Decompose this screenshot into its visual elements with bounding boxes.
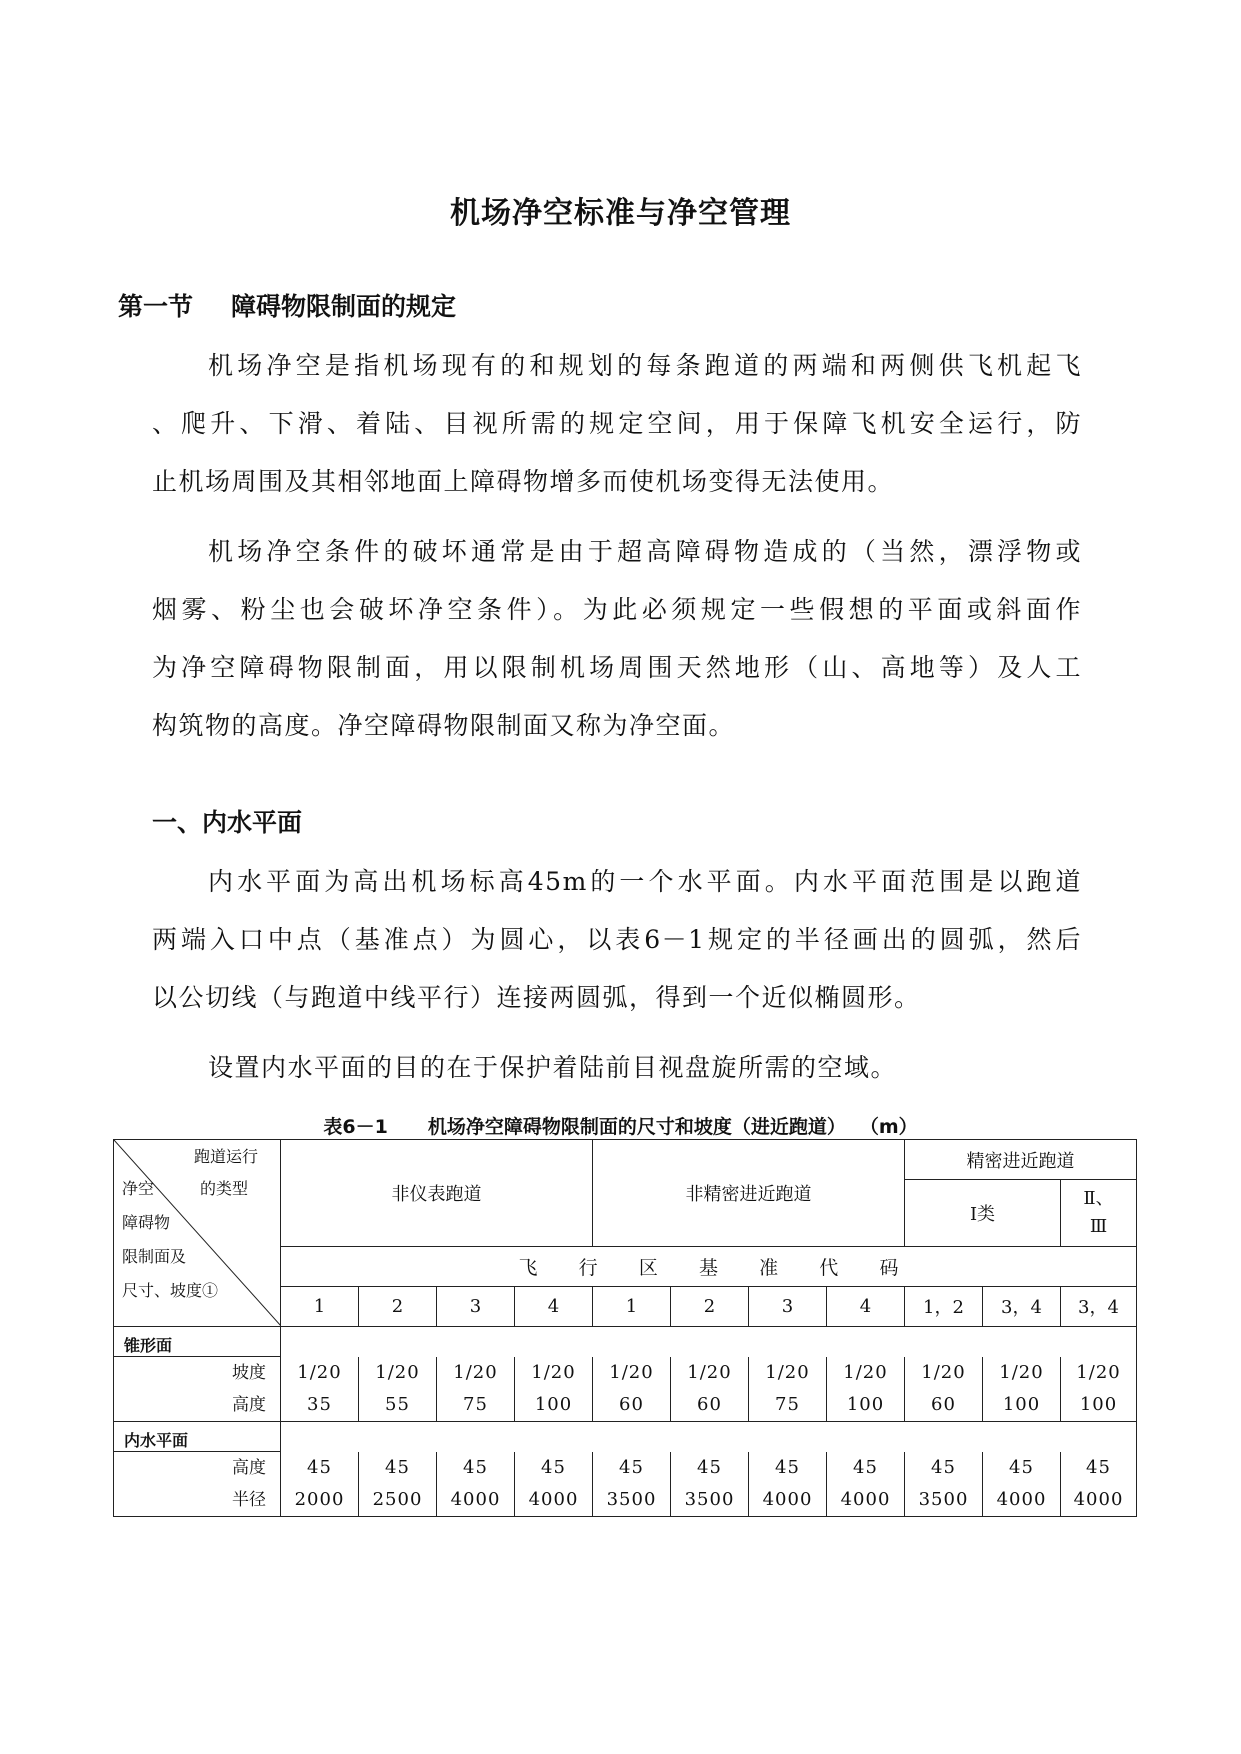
code-label-row: 飞 行 区 基 准 代 码 (281, 1246, 1137, 1286)
obstacle-surface-table (113, 1139, 1137, 1517)
corner-label: 的类型 (200, 1179, 249, 1198)
section-number: 第一节 (118, 292, 194, 321)
table-cell: 1/20 60 (593, 1357, 671, 1422)
paragraph-line: 烟雾、粉尘也会破坏净空条件）。为此必须规定一些假想的平面或斜面作 (152, 595, 1082, 624)
paragraph-line: 、爬升、下滑、着陆、目视所需的规定空间，用于保障飞机安全运行，防 (152, 409, 1082, 438)
subgroup-header: Ⅰ类 (905, 1180, 1061, 1246)
table-cell: 45 3500 (905, 1452, 983, 1517)
section-subtitle: 障碍物限制面的规定 (231, 292, 457, 321)
code-cell: 1 (593, 1286, 671, 1326)
corner-header-cell (114, 1140, 281, 1327)
section-heading (118, 287, 456, 323)
code-cell: 3，4 (983, 1286, 1061, 1326)
subgroup-header: Ⅱ、 Ⅲ (1061, 1180, 1137, 1246)
table-cell: 45 3500 (671, 1452, 749, 1517)
table-cell: 45 4000 (515, 1452, 593, 1517)
paragraph-line: 内水平面为高出机场标高45m的一个水平面。内水平面范围是以跑道 (208, 867, 1082, 896)
corner-label: 障碍物 (122, 1213, 171, 1232)
table-cell: 1/20 35 (281, 1357, 359, 1422)
code-cell: 2 (671, 1286, 749, 1326)
table-cell: 1/20 75 (749, 1357, 827, 1422)
table-cell: 45 4000 (983, 1452, 1061, 1517)
code-cell: 3，4 (1061, 1286, 1137, 1326)
page-title: 机场净空标准与净空管理 (450, 196, 791, 231)
row-label: 锥形面 (114, 1327, 281, 1357)
paragraph-line: 为净空障碍物限制面，用以限制机场周围天然地形（山、高地等）及人工 (152, 653, 1082, 682)
code-cell: 4 (827, 1286, 905, 1326)
table-cell: 1/20 100 (515, 1357, 593, 1422)
row-label: 内水平面 (114, 1422, 281, 1452)
table-cell: 45 4000 (1061, 1452, 1137, 1517)
group-header: 非精密进近跑道 (593, 1140, 905, 1247)
code-cell: 3 (749, 1286, 827, 1326)
table-cell: 1/20 100 (827, 1357, 905, 1422)
code-cell: 4 (515, 1286, 593, 1326)
caption-text: 机场净空障碍物限制面的尺寸和坡度（进近跑道） (427, 1116, 846, 1138)
table-cell: 1/20 60 (905, 1357, 983, 1422)
code-cell: 1，2 (905, 1286, 983, 1326)
corner-label: 净空 (122, 1179, 155, 1198)
paragraph-line: 止机场周围及其相邻地面上障碍物增多而使机场变得无法使用。 (152, 467, 895, 496)
table-cell: 45 2500 (359, 1452, 437, 1517)
table-cell: 45 4000 (749, 1452, 827, 1517)
row-sublabel: 坡度 高度 (114, 1357, 281, 1422)
caption-number: 表6－1 (323, 1116, 388, 1138)
group-header: 非仪表跑道 (281, 1140, 593, 1247)
table-cell: 45 4000 (437, 1452, 515, 1517)
group-header: 精密进近跑道 (905, 1140, 1137, 1180)
code-cell: 2 (359, 1286, 437, 1326)
table-cell: 1/20 75 (437, 1357, 515, 1422)
corner-label: 尺寸、坡度① (122, 1281, 219, 1300)
table-cell: 1/20 100 (983, 1357, 1061, 1422)
table-cell: 1/20 55 (359, 1357, 437, 1422)
code-cell: 1 (281, 1286, 359, 1326)
paragraph-line: 以公切线（与跑道中线平行）连接两圆弧，得到一个近似椭圆形。 (152, 983, 921, 1012)
corner-label: 限制面及 (122, 1247, 187, 1266)
table-cell: 1/20 100 (1061, 1357, 1137, 1422)
paragraph-line: 机场净空是指机场现有的和规划的每条跑道的两端和两侧供飞机起飞 (208, 351, 1082, 380)
table-cell: 45 4000 (827, 1452, 905, 1517)
table-caption (0, 1112, 1241, 1139)
paragraph-line: 机场净空条件的破坏通常是由于超高障碍物造成的（当然，漂浮物或 (208, 537, 1082, 566)
subsection-heading: 一、内水平面 (152, 808, 303, 837)
caption-unit: （m） (859, 1116, 918, 1138)
table-cell: 1/20 60 (671, 1357, 749, 1422)
corner-label: 跑道运行 (194, 1147, 259, 1166)
table-cell: 45 3500 (593, 1452, 671, 1517)
paragraph-line: 两端入口中点（基准点）为圆心，以表6－1规定的半径画出的圆弧，然后 (152, 925, 1082, 954)
row-sublabel: 高度 半径 (114, 1452, 281, 1517)
table-cell: 45 2000 (281, 1452, 359, 1517)
paragraph-line: 构筑物的高度。净空障碍物限制面又称为净空面。 (152, 711, 736, 740)
code-cell: 3 (437, 1286, 515, 1326)
paragraph-line: 设置内水平面的目的在于保护着陆前目视盘旋所需的空域。 (208, 1053, 898, 1082)
